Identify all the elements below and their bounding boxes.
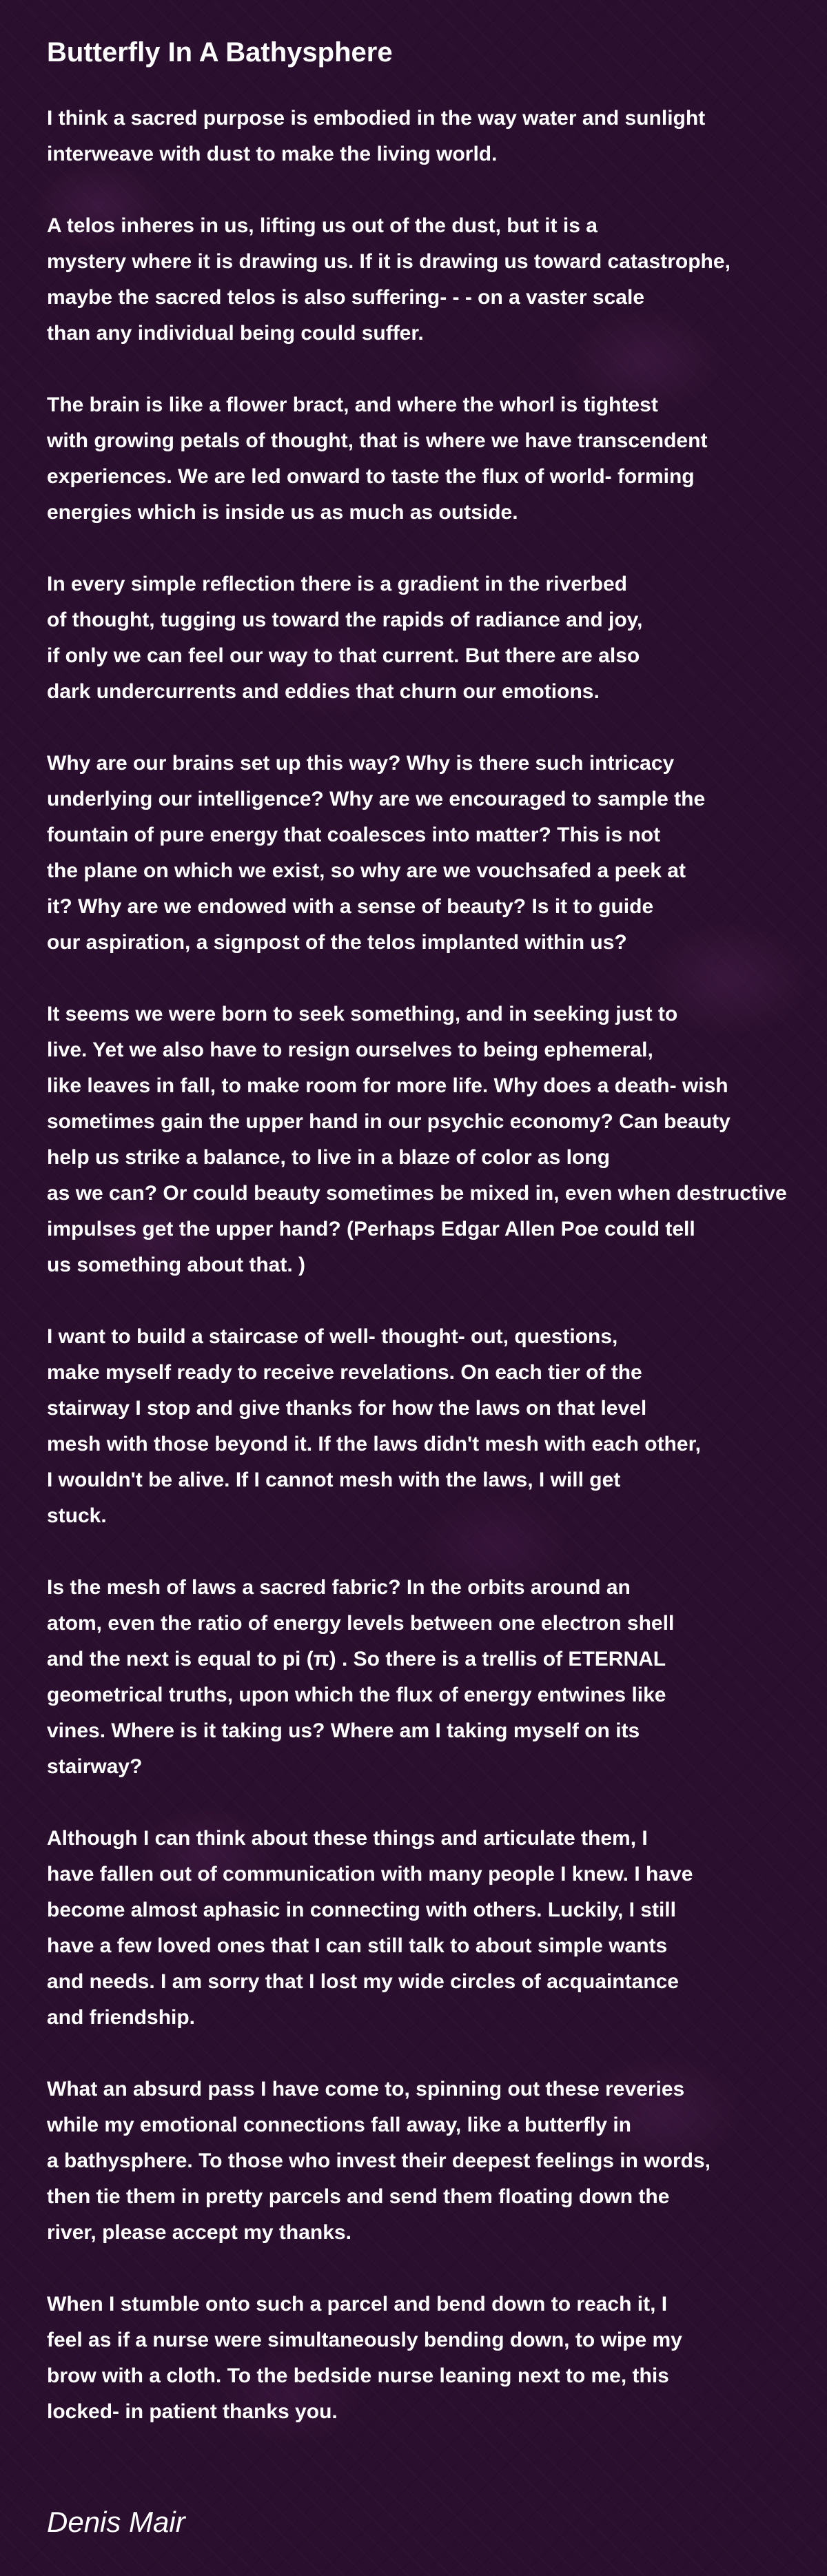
- poem-line: stairway I stop and give thanks for how the laws on that level: [47, 1397, 647, 1420]
- poem-line: fountain of pure energy that coalesces into matter? This is not: [47, 824, 661, 846]
- poem-line: like leaves in fall, to make room for more life. Why does a death- wish: [47, 1074, 728, 1097]
- poem-body: [47, 101, 819, 2430]
- poem-line: with growing petals of thought, that is where we have transcendent: [47, 429, 708, 452]
- poem-line: have fallen out of communication with many people I knew. I have: [47, 1863, 693, 1885]
- poem-line: then tie them in pretty parcels and send them floating down the: [47, 2185, 670, 2208]
- poem-stanza: [47, 1319, 819, 1534]
- poem-line: sometimes gain the upper hand in our psychic economy? Can beauty: [47, 1110, 731, 1133]
- poem-line: locked- in patient thanks you.: [47, 2400, 338, 2423]
- poem-line: When I stumble onto such a parcel and bend down to reach it, I: [47, 2293, 668, 2316]
- poem-stanza: [47, 1821, 819, 2036]
- poem-line: us something about that. ): [47, 1254, 305, 1276]
- poem-line: atom, even the ratio of energy levels between one electron shell: [47, 1612, 675, 1635]
- poem-title: Butterfly In A Bathysphere: [47, 37, 393, 68]
- poem-stanza: [47, 101, 819, 172]
- poem-line: Is the mesh of laws a sacred fabric? In the orbits around an: [47, 1576, 631, 1599]
- poem-line: a bathysphere. To those who invest their deepest feelings in words,: [47, 2149, 711, 2172]
- poem-line: brow with a cloth. To the bedside nurse leaning next to me, this: [47, 2364, 669, 2387]
- poem-line: mystery where it is drawing us. If it is drawing us toward catastrophe,: [47, 250, 731, 273]
- poem-line: experiences. We are led onward to taste the flux of world- forming: [47, 465, 695, 488]
- poem-author: Denis Mair: [47, 2506, 185, 2538]
- poem-stanza: [47, 2072, 819, 2251]
- poem-line: vines. Where is it taking us? Where am I taking myself on its: [47, 1719, 640, 1742]
- poem-stanza: [47, 996, 819, 1283]
- poem-line: mesh with those beyond it. If the laws didn't mesh with each other,: [47, 1433, 701, 1455]
- poem-stanza: [47, 1570, 819, 1785]
- poem-line: stuck.: [47, 1504, 107, 1527]
- poem-line: dark undercurrents and eddies that churn our emotions.: [47, 680, 600, 703]
- poem-stanza: [47, 208, 819, 351]
- poem-line: the plane on which we exist, so why are we vouchsafed a peek at: [47, 859, 686, 882]
- poem-line: Why are our brains set up this way? Why is there such intricacy: [47, 752, 675, 775]
- poem-line: of thought, tugging us toward the rapids of radiance and joy,: [47, 609, 643, 631]
- poem-line: Although I can think about these things and articulate them, I: [47, 1827, 648, 1850]
- poem-line: I want to build a staircase of well- thought- out, questions,: [47, 1325, 618, 1348]
- poem-line: and friendship.: [47, 2006, 196, 2029]
- poem-line: underlying our intelligence? Why are we encouraged to sample the: [47, 788, 706, 810]
- poem-line: It seems we were born to seek something, and in seeking just to: [47, 1003, 678, 1025]
- poem-line: impulses get the upper hand? (Perhaps Edgar Allen Poe could tell: [47, 1218, 695, 1240]
- poem-line: as we can? Or could beauty sometimes be mixed in, even when destructive: [47, 1182, 787, 1205]
- poem-line: become almost aphasic in connecting with others. Luckily, I still: [47, 1899, 676, 1921]
- poem-line: have a few loved ones that I can still talk to about simple wants: [47, 1934, 668, 1957]
- poem-line: help us strike a balance, to live in a blaze of color as long: [47, 1146, 610, 1169]
- poem-stanza: [47, 387, 819, 531]
- poem-line: A telos inheres in us, lifting us out of the dust, but it is a: [47, 214, 598, 237]
- poem-line: interweave with dust to make the living world.: [47, 143, 498, 165]
- poem-line: than any individual being could suffer.: [47, 322, 424, 345]
- poem-line: The brain is like a flower bract, and where the whorl is tightest: [47, 393, 658, 416]
- poem-line: make myself ready to receive revelations. On each tier of the: [47, 1361, 642, 1384]
- poem-stanza: [47, 566, 819, 710]
- poem-line: river, please accept my thanks.: [47, 2221, 351, 2244]
- poem-line: our aspiration, a signpost of the telos implanted within us?: [47, 931, 627, 954]
- poem-line: feel as if a nurse were simultaneously bending down, to wipe my: [47, 2329, 682, 2351]
- poem-line: live. Yet we also have to resign ourselves to being ephemeral,: [47, 1039, 653, 1061]
- poem-stanza: [47, 2287, 819, 2430]
- poem-line: I think a sacred purpose is embodied in the way water and sunlight: [47, 107, 706, 130]
- poem-line: and the next is equal to pi (π) . So there is a trellis of ETERNAL: [47, 1648, 666, 1670]
- poem-line: geometrical truths, upon which the flux of energy entwines like: [47, 1684, 666, 1706]
- poem-line: What an absurd pass I have come to, spinning out these reveries: [47, 2078, 685, 2100]
- poem-line: In every simple reflection there is a gradient in the riverbed: [47, 573, 627, 595]
- poem-line: energies which is inside us as much as outside.: [47, 501, 518, 524]
- poem-line: I wouldn't be alive. If I cannot mesh with the laws, I will get: [47, 1469, 621, 1491]
- poem-line: and needs. I am sorry that I lost my wide circles of acquaintance: [47, 1970, 679, 1993]
- poem-line: if only we can feel our way to that current. But there are also: [47, 644, 640, 667]
- poem-line: stairway?: [47, 1755, 143, 1778]
- poem-line: maybe the sacred telos is also suffering- - - on a vaster scale: [47, 286, 644, 309]
- poem-stanza: [47, 746, 819, 961]
- poem-line: it? Why are we endowed with a sense of beauty? Is it to guide: [47, 895, 654, 918]
- poem-line: while my emotional connections fall away, like a butterfly in: [47, 2114, 631, 2136]
